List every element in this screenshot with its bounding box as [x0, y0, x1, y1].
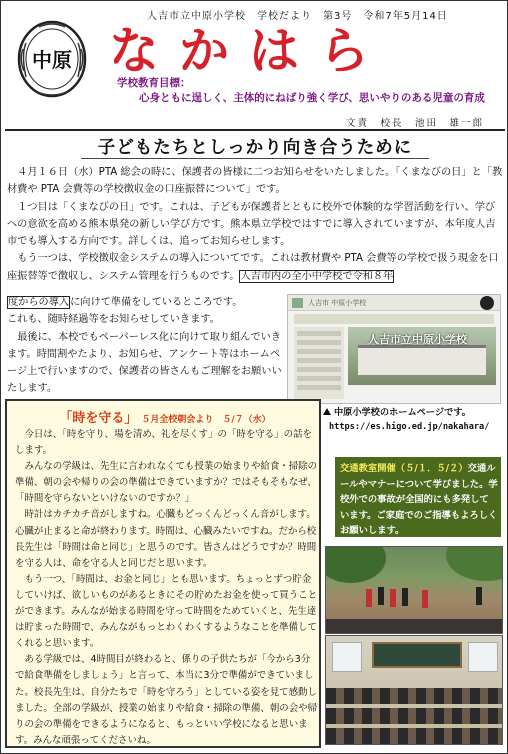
homepage-bar-text: 人吉市 中原小学校 [308, 299, 367, 307]
traffic-class-photo [325, 546, 503, 634]
principal-talk-body [15, 427, 317, 749]
talk-paragraph: 時計はカチカチ音がしますね。心臓もどっくんどっくん音がします。心臓が止まると命が終わります。時間は、心臓みたいですね。だから校長先生は「時間は命と同じ」と思うのです。皆さんはどうですか？時間を守る人は、命を守る人と同じだと思います。 [15, 509, 317, 569]
homepage-header-bar [288, 295, 500, 311]
homepage-screenshot [287, 294, 501, 404]
school-education-goal [117, 76, 502, 106]
homepage-hero-photo [348, 327, 496, 385]
talk-paragraph: もう一つ、「時間は、お金と同じ」とも思います。ちょっとずつ貯金していけば、欲しいものがあるときにその貯めたお金を使って買うことができます。みんなが始まる時間を守って時間をためていくと、先生達は貯まった時間で、みんながもっとわくわくするようなことを準備してくれると思います。 [15, 573, 318, 650]
person [366, 589, 372, 607]
newsletter-masthead: なかはら [109, 21, 389, 80]
desk-row [326, 708, 502, 724]
window [332, 642, 362, 672]
paragraph-text: もう一つは、学校徴収金システムの導入についてです。これは教材費や PTA 会費等の学校で扱う現金を口座振替等で徴収し、システム管理を行うものです。 [7, 253, 499, 282]
person [390, 589, 396, 607]
svg-text:中原: 中原 [32, 48, 72, 72]
highlighted-text: 人吉市内の全小中学校で令和８年 [240, 270, 394, 282]
author-credit: 文責 校長 池田 雄一郎 [346, 118, 485, 129]
seated-students [326, 619, 502, 633]
desk-row [326, 728, 502, 744]
header-divider [5, 129, 505, 131]
article-body [7, 164, 503, 285]
triangle-icon [323, 408, 331, 415]
talk-paragraph: 今日は、「時を守り、場を清め、礼を尽くす」の「時を守る」の話をします。 [15, 429, 312, 457]
homepage-note-text: 中原小学校のホームページです。 [334, 407, 471, 418]
article-title: 子どもたちとしっかり向き合うために [97, 138, 413, 158]
classroom-photo [325, 635, 503, 745]
desk-row [326, 688, 502, 704]
article-body-narrow [7, 294, 282, 398]
site-logo-icon [292, 298, 303, 308]
principal-talk-subtitle: ５月全校朝会より ５/７（水） [141, 415, 271, 425]
school-building [358, 345, 486, 375]
person [476, 587, 482, 605]
principal-talk-header [15, 407, 315, 426]
tree [325, 546, 386, 583]
homepage-nav [294, 314, 494, 324]
tree [446, 546, 503, 581]
notice-body: 交通ルールやマナーについて学びました。学校外での事故が全国的にも多発しています。ご家庭でのご指導もよろしくお願いします。 [340, 463, 498, 536]
person [402, 588, 408, 606]
title-underline [81, 158, 429, 159]
article-paragraph: 最後に、本校でもペーパーレス化に向けて取り組んでいきます。時間割やたより、お知らせ、アンケート等はホームページ上で行いますので、保護者の皆さんもご理解をお願いいたします。 [7, 331, 282, 395]
talk-paragraph: みんなの学級は、先生に言われなくても授業の始まりや給食・掃除の準備、朝の会や帰りの会の準備はできていますか？ではそもそもなぜ、「時間を守らないといけないのですか？」 [15, 461, 318, 505]
school-emblem-logo [15, 19, 89, 99]
article-paragraph: １つ目は「くまなびの日」です。これは、子どもが保護者とともに校外で体験的な学習活動を行い、学びへの意欲を高める熊本県発の新しい学び方です。熊本県立学校ではすでに導入されていますが、本年度人吉市でも導入する方向です。詳しくは、追ってお知らせします。 [7, 201, 496, 248]
goal-label: 学校教育目標： [117, 77, 191, 89]
person [422, 590, 428, 608]
publication-info: 人吉市立中原小学校 学校だより 第3号 令和7年5月14日 [147, 11, 448, 22]
person [378, 587, 384, 605]
goal-text: 心身ともに逞しく、主体的にねばり強く学び、思いやりのある児童の育成 [139, 92, 485, 104]
talk-paragraph: ある学級では、4時間目が終わると、係りの子供たちが「今から3分で給食準備をしましょう」と言って、本当に3分で準備ができていました。校長先生は、自分たちで「時を守ろう」としている姿を見て感動しました。全部の学級が、授業の始まりや給食・掃除の準備、朝の会や帰りの会の準備をできるようになると、もっといい学校になると思います。みんな頑張ってくださいね。 [15, 654, 318, 746]
blackboard [372, 642, 462, 668]
window [468, 642, 498, 672]
article-paragraph [7, 250, 503, 285]
paragraph-text: に向けて準備をしているところです。 [70, 297, 243, 308]
mascot-icon [480, 296, 494, 310]
homepage-site-name: 人吉市立中原小学校 [368, 333, 467, 346]
highlighted-text: 度からの導入 [8, 297, 70, 308]
article-paragraph: これも、随時経過等をお知らせしていきます。 [7, 314, 220, 326]
traffic-class-notice [335, 457, 501, 537]
homepage-url[interactable]: https://es.higo.ed.jp/nakahara/ [329, 422, 490, 432]
principal-talk-title: 「時を守る」 [59, 411, 138, 426]
homepage-sidebar [294, 327, 344, 399]
principal-talk-box [5, 399, 321, 748]
notice-heading: 交通教室開催（５/１．５/２） [340, 463, 468, 474]
homepage-note [323, 405, 503, 435]
article-paragraph: ４月１６日（水）PTA 総会の時に、保護者の皆様に二つお知らせをいたしました。「くまなびの日」と「教材費や PTA 会費等の学校徴収金の口座振替について」です。 [7, 167, 503, 196]
